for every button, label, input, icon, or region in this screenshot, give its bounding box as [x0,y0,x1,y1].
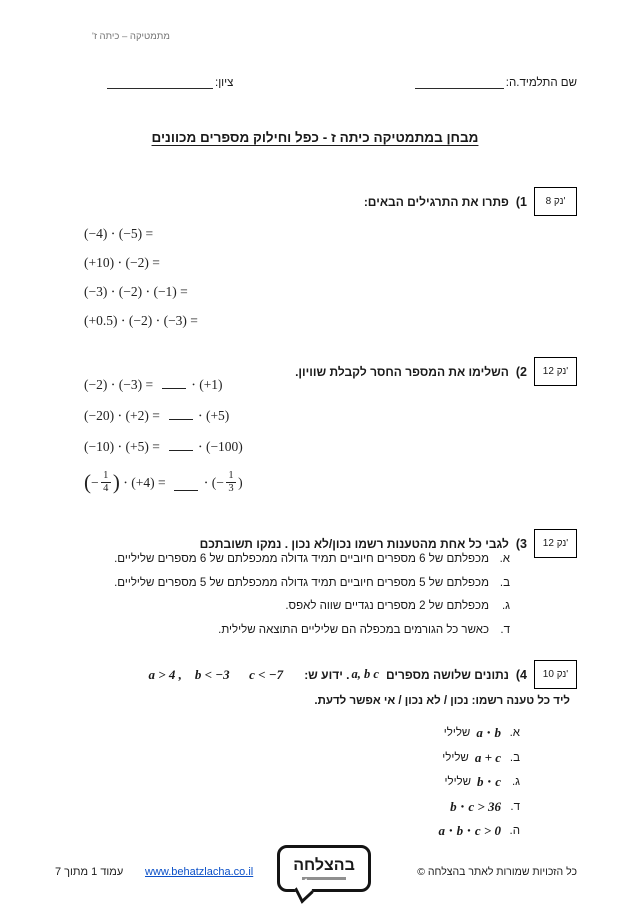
math-text: (−4) ⋅ (−5) = [84,226,154,241]
math-text: (−20) ⋅ (+2) = [84,408,167,423]
math-exercise-line [84,226,198,242]
question-4-intro: נתונים שלושה מספרים [385,667,509,682]
claim-item [438,819,520,844]
math-exercise-line [84,313,198,329]
math-exercise-line [84,439,243,455]
big-paren: ( [84,470,91,495]
question-2-text: השלימו את המספר החסר לקבלת שוויון. [295,364,509,379]
claim-item [438,746,520,771]
answer-blank [169,449,193,451]
answer-blank [162,387,186,389]
statement-item [114,624,510,648]
item-letter: ד. [510,800,520,813]
question-1-number: 1) [515,194,527,209]
item-letter: ג. [501,600,510,612]
math-text: ⋅ (+1) [187,377,223,392]
question-1-points-box: 8 נק' [534,187,577,216]
student-name-field [415,75,577,89]
math-exercise-line [84,470,243,495]
claim-suffix: שלילי [442,751,469,764]
logo-text: בהצלחה [293,856,355,874]
claim-item [438,795,520,820]
question-3-number: 3) [515,536,527,551]
question-4-variables: a, b c [351,667,379,681]
statement-text: מכפלתם של 2 מספרים נגדיים שווה לאפס. [285,600,489,612]
student-name-label: שם התלמיד.ה: [505,77,577,89]
big-paren: ) [112,470,120,495]
question-2-header [295,357,577,386]
item-letter: ג. [511,776,520,789]
math-text: ⋅ (+5) [194,408,230,423]
question-2-exercises [84,377,243,510]
claim-expression: a ⋅ b ⋅ c > 0 [438,823,501,839]
claim-expression: b ⋅ c > 36 [450,798,501,814]
logo-tagline [302,877,346,880]
math-text: − [91,474,99,490]
math-text: (+10) ⋅ (−2) = [84,255,160,270]
item-letter: ד. [500,623,510,636]
item-letter: ב. [499,576,510,589]
math-text: ⋅ (− [200,474,224,490]
math-exercise-line [84,255,198,271]
question-4-points-box: 10 נק' [534,660,577,689]
math-text: ⋅ (+4) = [119,474,173,490]
question-4-number: 4) [515,667,527,682]
item-letter: ב. [509,751,520,764]
math-text: ) [238,474,243,490]
item-letter: א. [499,553,510,565]
math-text: ⋅ (−100) [194,439,243,454]
grade-field [107,75,233,89]
behatzlacha-logo [277,845,371,892]
question-3-statements [114,553,510,647]
statement-text: מכפלתם של 6 מספרים חיוביים תמיד גדולה ממכפלתם של 6 מספרים שליליים. [114,553,489,565]
question-2-points-box: 12 נק' [534,357,577,386]
question-4-conditions: a > 4 , b < −3 c < −7 [148,666,284,682]
item-letter: א. [509,727,520,740]
page-title: מבחן במתמטיקה כיתה ז - כפל וחילוק מספרים מכוונים [151,130,479,145]
math-text: (−2) ⋅ (−3) = [84,377,160,392]
grade-label: ציון: [215,77,234,89]
question-3-text: לגבי כל אחת מהטענות רשמו נכון/לא נכון . נמקו תשובתכם [199,536,509,551]
question-1-header [364,187,577,216]
question-1-exercises [84,226,198,342]
website-link[interactable]: www.behatzlacha.co.il [145,866,254,878]
page-number-label: עמוד 1 מתוך 7 [55,866,124,878]
statement-item [114,600,510,624]
statement-item [114,577,510,601]
student-name-blank [415,75,504,89]
claim-expression: b ⋅ c [477,774,501,790]
fraction: $\frac{1}{4}$ [101,470,111,495]
statement-text: מכפלתם של 5 מספרים חיוביים תמיד גדולה ממכפלתם של 5 מספרים שליליים. [114,576,489,589]
math-text: (−3) ⋅ (−2) ⋅ (−1) = [84,284,188,299]
question-2-number: 2) [515,364,527,379]
copyright-text: כל הזכויות שמורות לאתר בהצלחה © [417,866,577,878]
statement-text: כאשר כל הגורמים במכפלה הם שליליים התוצאה שלילית. [218,623,489,636]
logo-speech-bubble-tail [294,878,313,903]
math-exercise-line [84,284,198,300]
math-exercise-line [84,408,243,424]
math-text: (−10) ⋅ (+5) = [84,439,167,454]
question-4-claims [438,721,520,844]
claim-suffix: שלילי [443,727,471,740]
math-exercise-line [84,377,243,393]
question-4-intro-continued: . ידוע ש: [304,667,350,682]
question-4-header [148,660,577,689]
answer-blank [174,489,198,491]
claim-expression: a + c [474,749,501,765]
claim-item [438,721,520,746]
claim-item [438,770,520,795]
math-text: (+0.5) ⋅ (−2) ⋅ (−3) = [84,313,198,328]
claim-expression: a ⋅ b [476,725,501,741]
grade-blank [107,75,213,89]
question-1-text: פתרו את התרגילים הבאים: [363,194,509,209]
question-3-points-box: 12 נק' [534,529,577,558]
question-4-instruction: ליד כל טענה רשמו: נכון / לא נכון / אי אפשר לדעת. [314,695,570,707]
statement-item [114,553,510,577]
claim-suffix: שלילי [444,776,472,789]
course-label: מתמטיקה – כיתה ז' [92,31,170,42]
answer-blank [169,418,193,420]
item-letter: ה. [509,825,520,838]
fraction: $\frac{1}{3}$ [226,470,236,495]
